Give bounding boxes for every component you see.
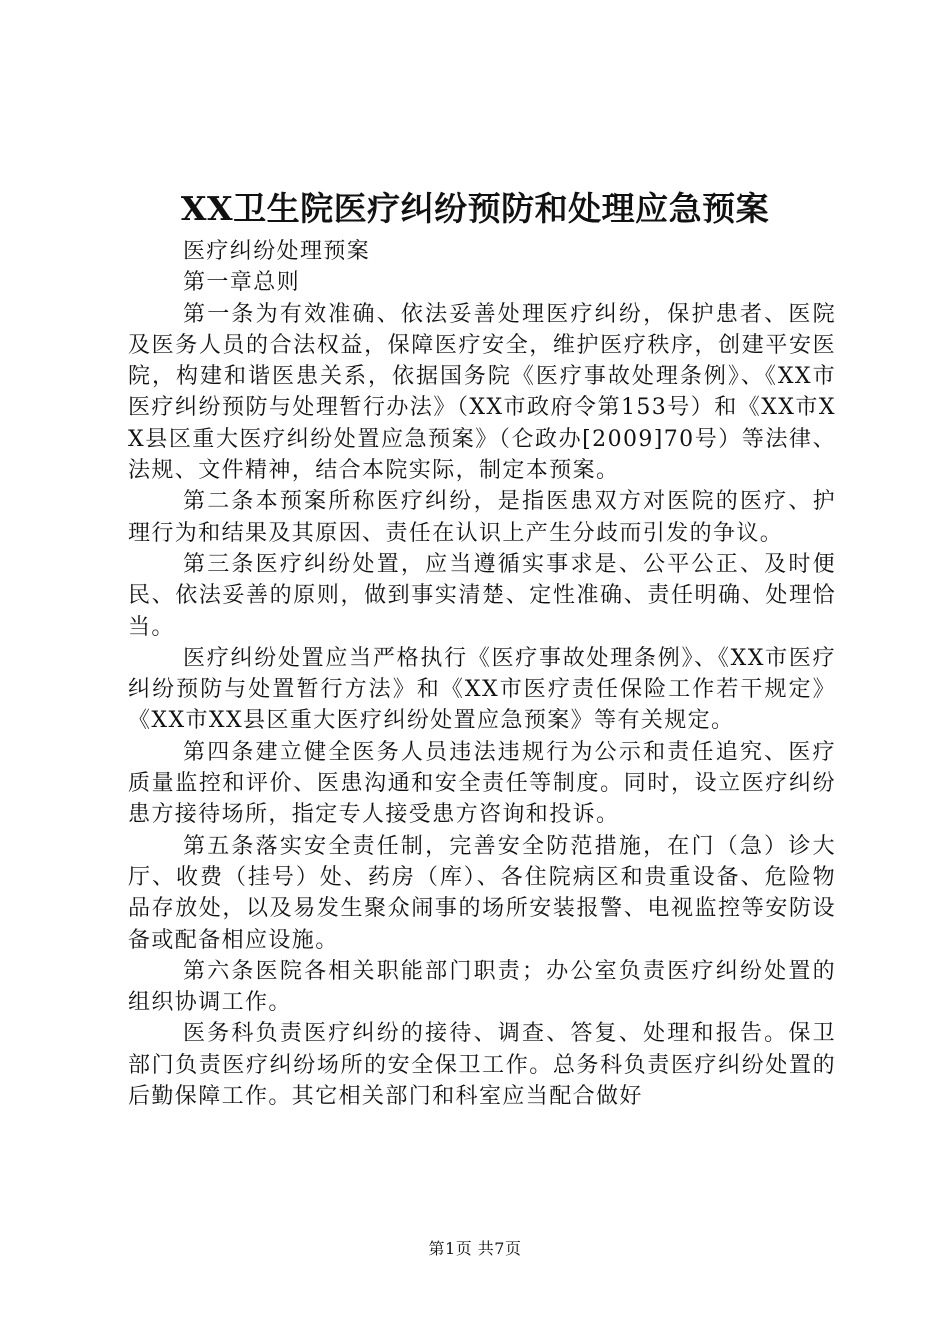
paragraph-article-1: 第一条为有效准确、依法妥善处理医疗纠纷，保护患者、医院及医务人员的合法权益，保障医疗安全，维护医疗秩序，创建平安医院，构建和谐医患关系，依据国务院《医疗事故处理条例》、《XX市医疗纠纷预防与处理暂行办法》（XX市政府令第153号）和《XX市XX县区重大医疗纠纷处置应急预案》（仑政办[2009]70号）等法律、法规、文件精神，结合本院实际，制定本预案。 <box>128 301 836 484</box>
page-number-footer: 第1页 共7页 <box>428 1239 522 1258</box>
paragraph-chapter-heading: 第一章总则 <box>183 270 301 296</box>
paragraph-article-5: 第五条落实安全责任制，完善安全防范措施，在门（急）诊大厅、收费（挂号）处、药房（库）、各住院病区和贵重设备、危险物品存放处，以及易发生聚众闹事的场所安装报警、电视监控等安防设备或配备相应设施。 <box>128 833 836 953</box>
document-body <box>128 236 836 1112</box>
paragraph-article-3: 第三条医疗纠纷处置，应当遵循实事求是、公平公正、及时便民、依法妥善的原则，做到事实清楚、定性准确、责任明确、处理恰当。 <box>128 551 836 640</box>
paragraph-article-6-departments: 医务科负责医疗纠纷的接待、调查、答复、处理和报告。保卫部门负责医疗纠纷场所的安全保卫工作。总务科负责医疗纠纷处置的后勤保障工作。其它相关部门和科室应当配合做好 <box>128 1021 836 1110</box>
paragraph-article-4: 第四条建立健全医务人员违法违规行为公示和责任追究、医疗质量监控和评价、医患沟通和安全责任等制度。同时，设立医疗纠纷患方接待场所，指定专人接受患方咨询和投诉。 <box>128 739 836 828</box>
paragraph-article-3-supplement: 医疗纠纷处置应当严格执行《医疗事故处理条例》、《XX市医疗纠纷预防与处置暂行方法》和《XX市医疗责任保险工作若干规定》《XX市XX县区重大医疗纠纷处置应急预案》等有关规定。 <box>128 645 836 734</box>
paragraph-article-2: 第二条本预案所称医疗纠纷，是指医患双方对医院的医疗、护理行为和结果及其原因、责任在认识上产生分歧而引发的争议。 <box>128 489 836 546</box>
paragraph-article-6: 第六条医院各相关职能部门职责；办公室负责医疗纠纷处置的组织协调工作。 <box>128 958 836 1016</box>
paragraph-subtitle: 医疗纠纷处理预案 <box>183 239 371 264</box>
document-title: XX卫生院医疗纠纷预防和处理应急预案 <box>180 189 770 228</box>
